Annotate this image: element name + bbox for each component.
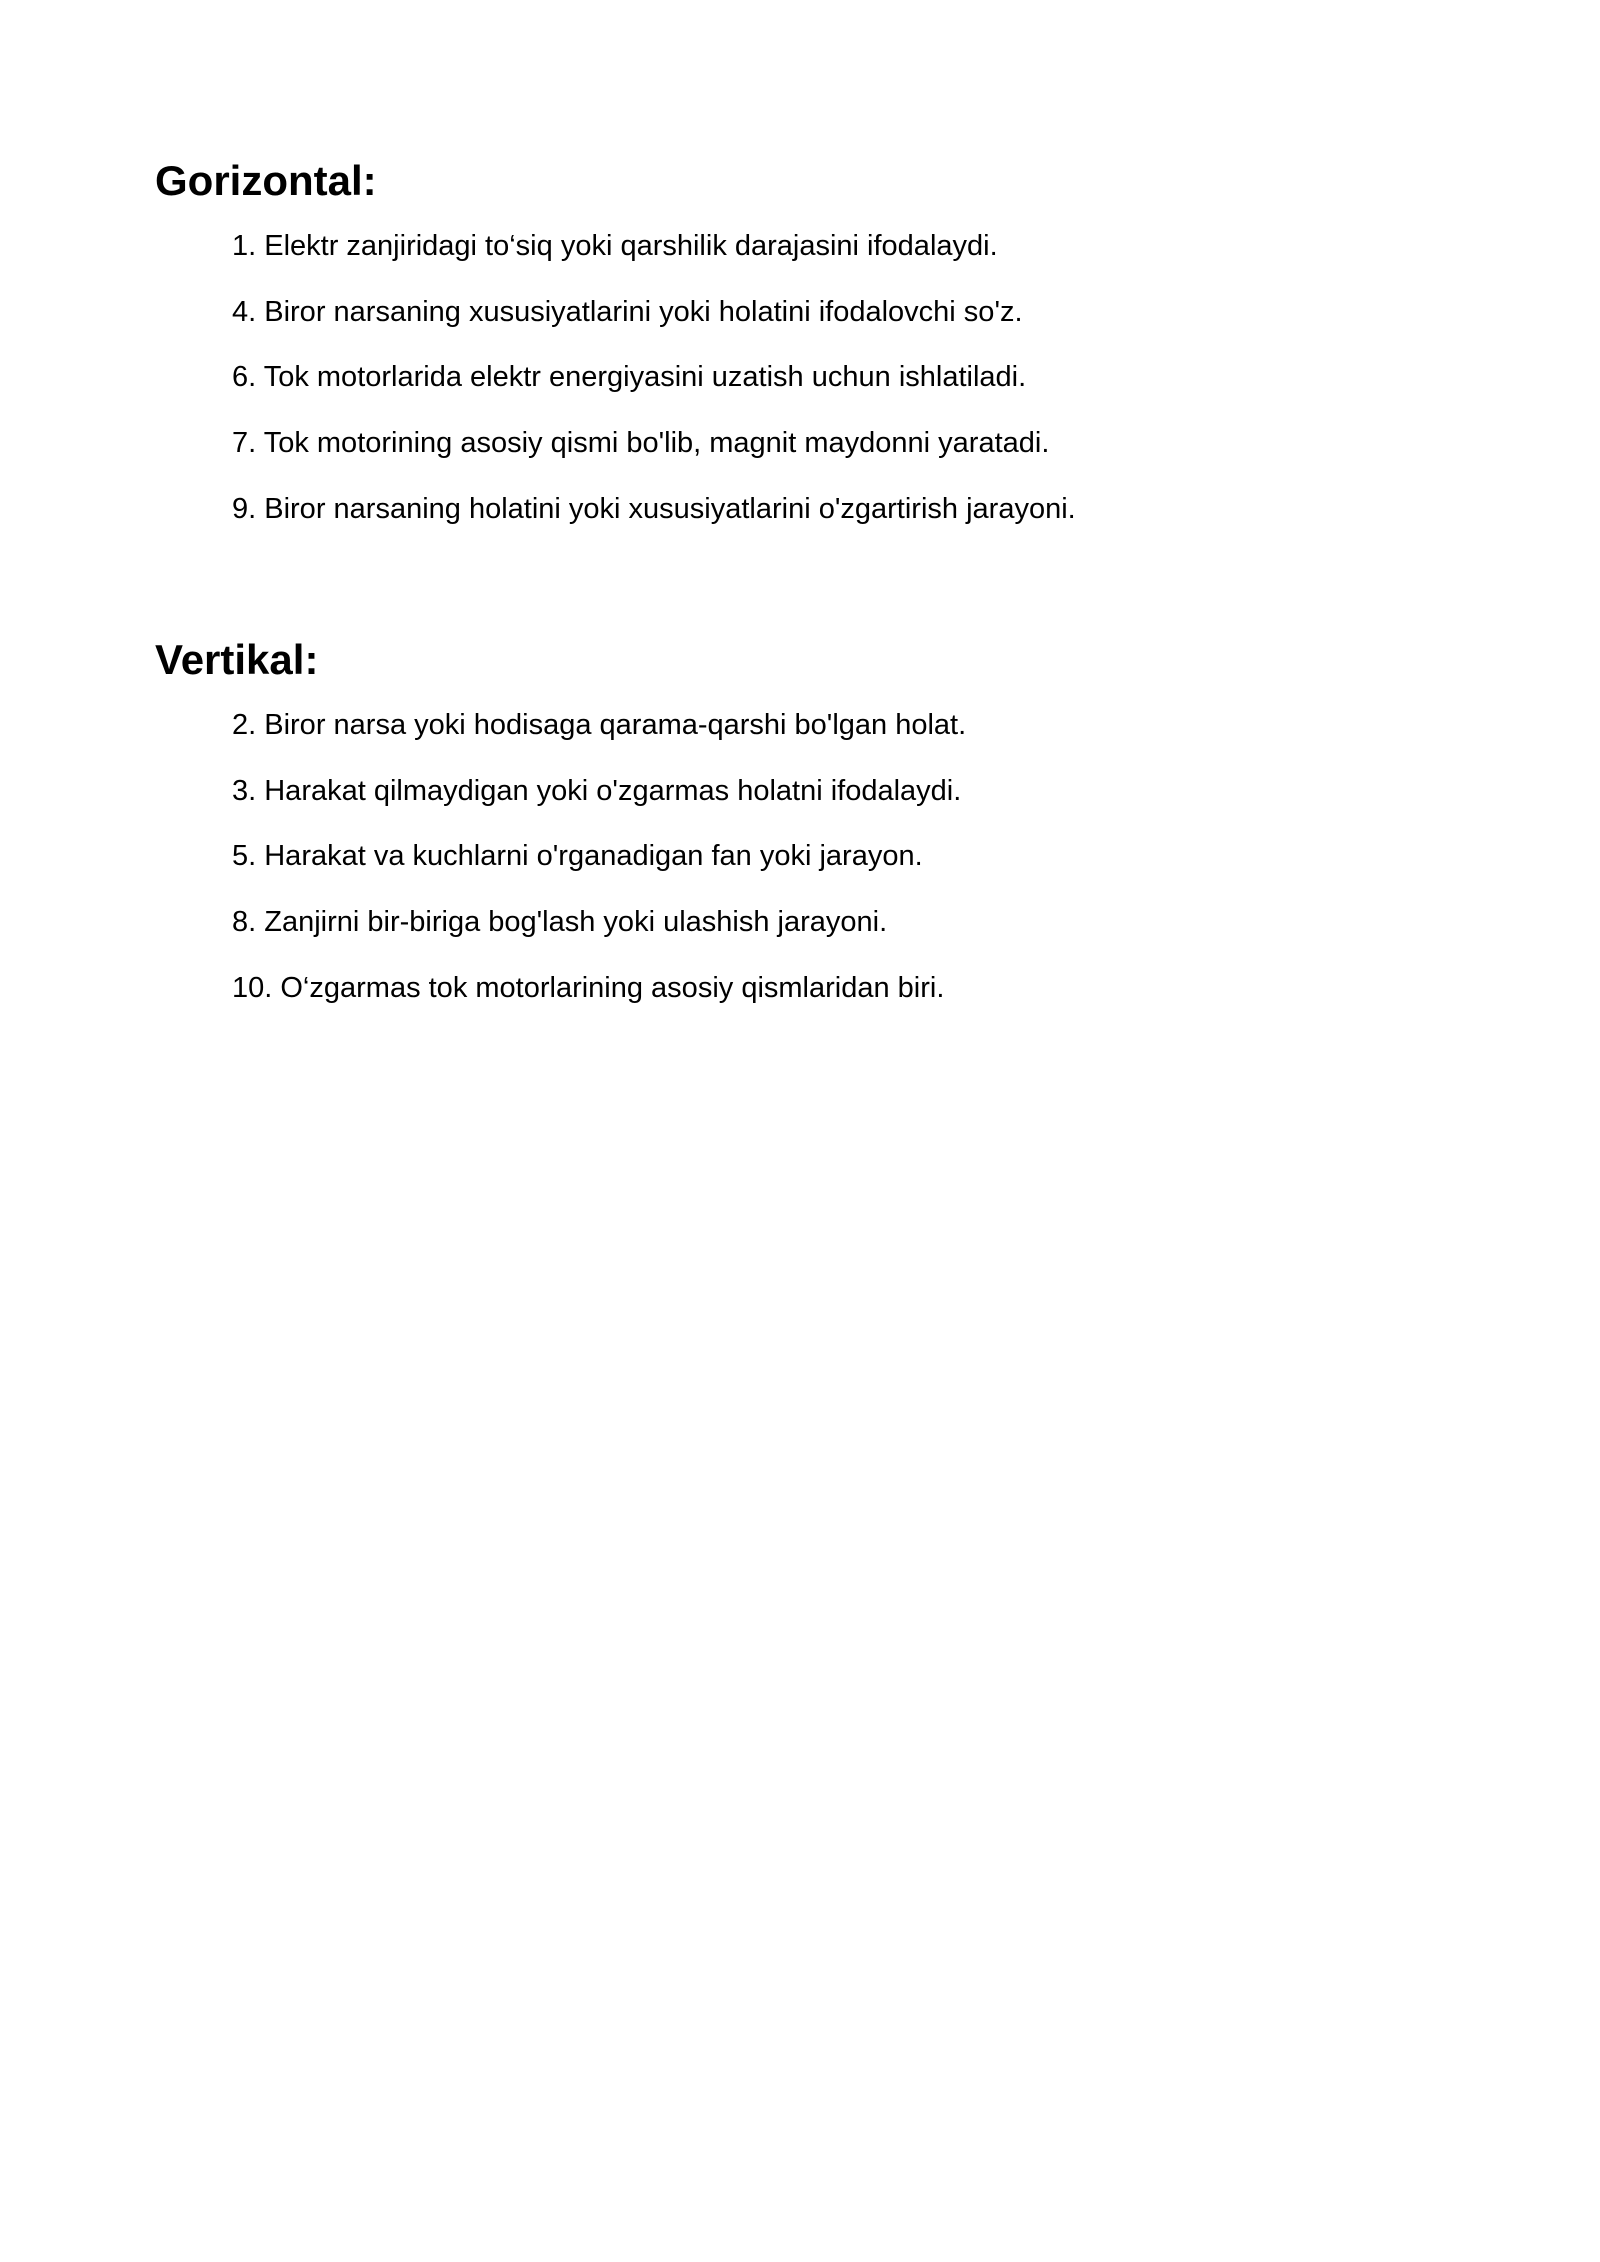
horizontal-clue-4: 4. Biror narsaning xususiyatlarini yoki holatini ifodalovchi so'z. <box>232 295 1023 328</box>
horizontal-clue-9: 9. Biror narsaning holatini yoki xususiyatlarini o'zgartirish jarayoni. <box>232 492 1076 525</box>
vertical-clue-5: 5. Harakat va kuchlarni o'rganadigan fan yoki jarayon. <box>232 840 923 873</box>
vertical-clue-3: 3. Harakat qilmaydigan yoki o'zgarmas holatni ifodalaydi. <box>232 774 962 807</box>
vertical-clue-list <box>232 705 1455 1008</box>
vertical-clue-10: 10. O‘zgarmas tok motorlarining asosiy qismlaridan biri. <box>232 971 945 1004</box>
horizontal-heading: Gorizontal: <box>155 157 377 204</box>
vertical-clue-2: 2. Biror narsa yoki hodisaga qarama-qarshi bo'lgan holat. <box>232 709 967 741</box>
horizontal-clue-list <box>232 226 1455 529</box>
vertical-clues-section <box>155 629 1455 1033</box>
horizontal-clues-section <box>155 150 1455 554</box>
vertical-clue-8: 8. Zanjirni bir-biriga bog'lash yoki ulashish jarayoni. <box>232 906 888 939</box>
horizontal-clue-1: 1. Elektr zanjiridagi to‘siq yoki qarshilik darajasini ifodalaydi. <box>232 230 998 262</box>
vertical-heading: Vertikal: <box>155 636 319 683</box>
horizontal-clue-6: 6. Tok motorlarida elektr energiyasini uzatish uchun ishlatiladi. <box>232 361 1027 394</box>
horizontal-clue-7: 7. Tok motorining asosiy qismi bo'lib, magnit maydonni yaratadi. <box>232 427 1050 460</box>
